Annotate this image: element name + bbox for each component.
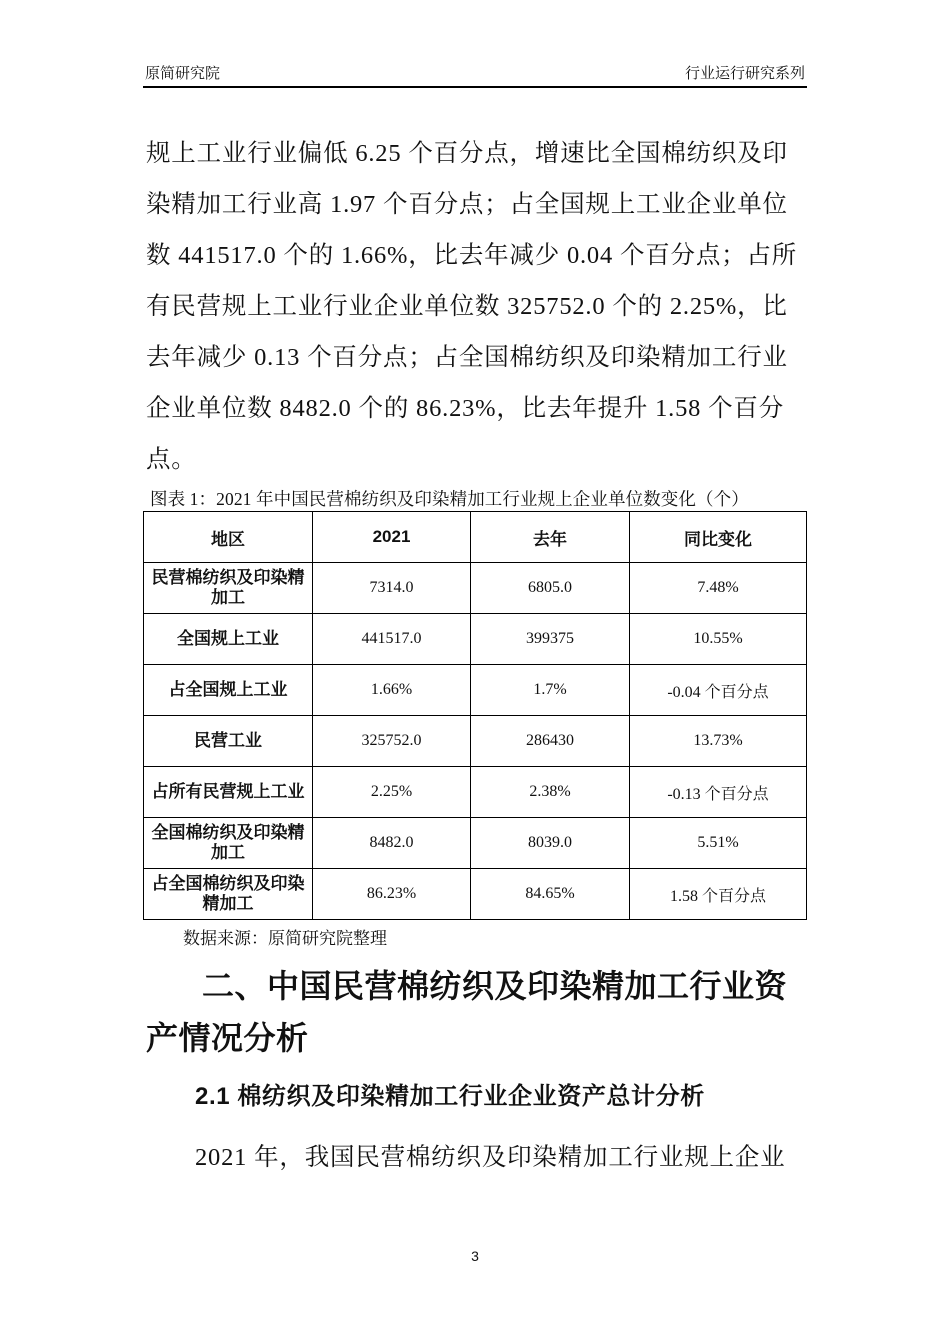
cell-last-year: 6805.0 — [471, 563, 630, 614]
paragraph-line: 点。 — [146, 446, 197, 473]
cell-2021: 86.23% — [313, 869, 471, 920]
data-source-note: 数据来源：原简研究院整理 — [183, 929, 387, 948]
cell-last-year: 84.65% — [471, 869, 630, 920]
row-label: 民营工业 — [144, 716, 313, 767]
row-label: 占全国规上工业 — [144, 665, 313, 716]
cell-yoy-change: -0.04 个百分点 — [630, 665, 807, 716]
section-heading-text: 二、中国民营棉纺织及印染精加工行业资产情况分析 — [146, 968, 788, 1056]
data-table — [143, 511, 807, 920]
paragraph-line: 去年减少 0.13 个百分点；占全国棉纺织及印染精加工行业 — [146, 344, 788, 371]
table-row — [144, 767, 807, 818]
paragraph-line: 有民营规上工业行业企业单位数 325752.0 个的 2.25%，比 — [146, 293, 788, 320]
cell-2021: 325752.0 — [313, 716, 471, 767]
section-heading — [146, 960, 808, 1064]
cell-last-year: 286430 — [471, 716, 630, 767]
figure-caption: 图表 1：2021 年中国民营棉纺织及印染精加工行业规上企业单位数变化（个） — [150, 489, 749, 509]
subsection-heading: 2.1 棉纺织及印染精加工行业企业资产总计分析 — [195, 1083, 705, 1110]
table-row — [144, 716, 807, 767]
table-row — [144, 869, 807, 920]
cell-last-year: 2.38% — [471, 767, 630, 818]
header-left: 原简研究院 — [145, 65, 221, 82]
table-row — [144, 818, 807, 869]
row-label: 占所有民营规上工业 — [144, 767, 313, 818]
table-header-row — [144, 512, 807, 563]
cell-yoy-change: 5.51% — [630, 818, 807, 869]
column-header-2021: 2021 — [313, 512, 471, 563]
page-number: 3 — [471, 1248, 479, 1264]
cell-2021: 1.66% — [313, 665, 471, 716]
cell-yoy-change: 1.58 个百分点 — [630, 869, 807, 920]
cell-2021: 7314.0 — [313, 563, 471, 614]
cell-2021: 8482.0 — [313, 818, 471, 869]
column-header-yoy-change: 同比变化 — [630, 512, 807, 563]
row-label: 全国规上工业 — [144, 614, 313, 665]
paragraph-line: 企业单位数 8482.0 个的 86.23%，比去年提升 1.58 个百分 — [146, 395, 785, 422]
cell-yoy-change: 10.55% — [630, 614, 807, 665]
header-rule — [143, 86, 807, 88]
column-header-region: 地区 — [144, 512, 313, 563]
cell-yoy-change: 7.48% — [630, 563, 807, 614]
cell-last-year: 399375 — [471, 614, 630, 665]
paragraph-line: 数 441517.0 个的 1.66%，比去年减少 0.04 个百分点；占所 — [146, 242, 798, 269]
cell-yoy-change: -0.13 个百分点 — [630, 767, 807, 818]
header-right: 行业运行研究系列 — [684, 65, 805, 82]
section-paragraph: 2021 年，我国民营棉纺织及印染精加工行业规上企业 — [195, 1144, 786, 1171]
table-row — [144, 665, 807, 716]
table-row — [144, 563, 807, 614]
row-label: 民营棉纺织及印染精加工 — [144, 563, 313, 614]
paragraph-line: 染精加工行业高 1.97 个百分点；占全国规上工业企业单位 — [146, 191, 788, 218]
cell-last-year: 1.7% — [471, 665, 630, 716]
cell-yoy-change: 13.73% — [630, 716, 807, 767]
column-header-last-year: 去年 — [471, 512, 630, 563]
paragraph-line: 规上工业行业偏低 6.25 个百分点，增速比全国棉纺织及印 — [146, 140, 788, 167]
table-row — [144, 614, 807, 665]
cell-2021: 441517.0 — [313, 614, 471, 665]
body-paragraph — [146, 128, 808, 485]
cell-2021: 2.25% — [313, 767, 471, 818]
row-label: 占全国棉纺织及印染精加工 — [144, 869, 313, 920]
cell-last-year: 8039.0 — [471, 818, 630, 869]
row-label: 全国棉纺织及印染精加工 — [144, 818, 313, 869]
